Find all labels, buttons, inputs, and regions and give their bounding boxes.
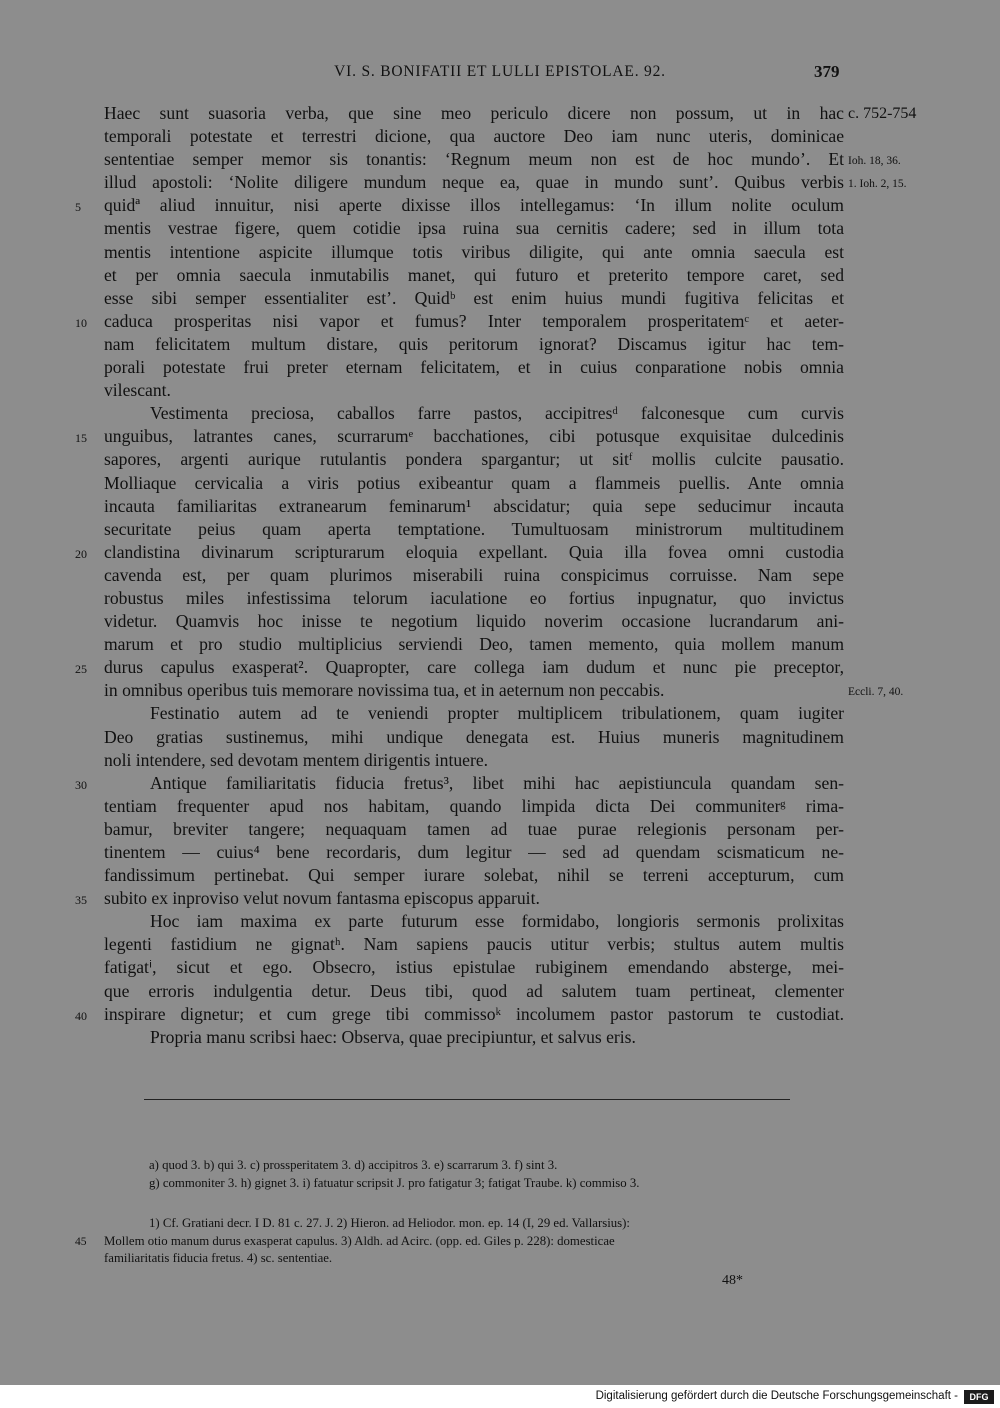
line-number: 10 bbox=[75, 315, 87, 330]
line-number: 40 bbox=[75, 1008, 87, 1023]
line-text: cavenda est, per quam plurimos miserabili ruina conspicimus corruisse. Nam sepe bbox=[104, 564, 844, 585]
line-text: temporali potestate et terrestri dicione, qua auctore Deo iam nunc uteris, dominicae bbox=[104, 126, 844, 147]
line-text: inspirare dignetur; et cum grege tibi commissoᵏ incolumem pastor pastorum te custodiat. bbox=[104, 1003, 844, 1024]
line-text: porali potestate frui preter eternam felicitatem, et in cuius conparatione nobis omnia bbox=[104, 357, 844, 378]
note-row bbox=[104, 1250, 844, 1268]
text-line bbox=[75, 194, 844, 217]
line-number: 5 bbox=[75, 200, 81, 215]
line-text: clandistina divinarum scripturarum eloquia expellant. Quia illa fovea omni custodia bbox=[104, 541, 844, 562]
text-line bbox=[104, 633, 844, 656]
text-line bbox=[104, 472, 844, 495]
line-number: 30 bbox=[75, 777, 87, 792]
text-line bbox=[104, 587, 844, 610]
signature-mark: 48* bbox=[722, 1273, 743, 1288]
text-line bbox=[104, 125, 844, 148]
note-row bbox=[75, 1233, 844, 1251]
text-line bbox=[104, 171, 907, 194]
line-text: nam felicitatem multum distare, quis peritorum ignorat? Discamus igitur hac tem- bbox=[104, 333, 844, 354]
line-text: vilescant. bbox=[104, 380, 171, 401]
apparatus-row: a) quod 3. b) qui 3. c) prossperitatem 3. d) accipitros 3. e) scarrarum 3. f) sint 3. bbox=[149, 1158, 558, 1172]
margin-reference: c. 752-754 bbox=[848, 105, 917, 122]
line-text: et per omnia saecula inmutabilis manet, qui futuro et preterito tempore caret, sed bbox=[104, 264, 844, 285]
line-text: Hoc iam maxima ex parte futurum esse formidabo, longioris sermonis prolixitas bbox=[150, 911, 844, 932]
text-line bbox=[104, 933, 844, 956]
source-notes bbox=[75, 1215, 844, 1268]
text-line bbox=[104, 726, 844, 749]
text-line bbox=[104, 402, 844, 425]
text-line bbox=[75, 887, 844, 910]
text-line bbox=[104, 980, 844, 1003]
text-line bbox=[75, 772, 844, 795]
text-line bbox=[104, 749, 844, 772]
text-line bbox=[104, 795, 844, 818]
line-text: sententiae semper memor sis tonantis: ‘Regnum meum non est de hoc mundo’. Et bbox=[104, 149, 844, 170]
line-text: Haec sunt suasoria verba, que sine meo periculo dicere non possum, ut in hac bbox=[104, 103, 844, 123]
text-line bbox=[104, 518, 844, 541]
line-number: 15 bbox=[75, 431, 87, 446]
text-line bbox=[104, 217, 844, 240]
line-text: fatigatⁱ, sicut et ego. Obsecro, istius epistulae rubiginem emendando absterge, mei- bbox=[104, 957, 844, 978]
line-text: incauta familiaritas extranearum feminarum¹ abscidatur; quia sepe seducimur incauta bbox=[104, 495, 844, 516]
text-line bbox=[104, 818, 844, 841]
line-text: Propria manu scribsi haec: Observa, quae precipiuntur, et salvus eris. bbox=[150, 1026, 636, 1047]
line-number: 45 bbox=[75, 1235, 87, 1248]
line-text: caduca prosperitas nisi vapor et fumus? Inter temporalem prosperitatemᶜ et aeter- bbox=[104, 310, 844, 331]
line-text: fandissimum pertinebat. Qui semper iurare solebat, nihil se terreni accepturum, cum bbox=[104, 865, 844, 886]
line-text: tinentem — cuius⁴ bene recordaris, dum legitur — sed ad quendam scismaticum ne- bbox=[104, 842, 844, 862]
critical-apparatus bbox=[104, 1157, 844, 1192]
line-text: robustus miles infestissima telorum iaculatione eo fortius inpugnatur, quo invictus bbox=[104, 587, 844, 608]
line-text: unguibus, latrantes canes, scurrarumᵉ bacchationes, cibi potusque exquisitae dulcedinis bbox=[104, 426, 844, 447]
text-line bbox=[104, 148, 901, 171]
line-text: que erroris indulgentia detur. Deus tibi, quod ad salutem tuam pertineat, clementer bbox=[104, 980, 844, 1001]
text-line bbox=[75, 656, 844, 679]
note-text: Mollem otio manum durus exasperat capulus. 3) Aldh. ad Acirc. (opp. ed. Giles p. 228): domesticae bbox=[104, 1233, 615, 1248]
line-text: esse sibi semper essentialiter est’. Quidᵇ est enim huius mundi fugitiva felicitas et bbox=[104, 287, 844, 308]
apparatus-row: g) commoniter 3. h) gignet 3. i) fatuatur scripsit J. pro fatigatur 3; fatigat Traube. k) commiso 3. bbox=[149, 1175, 640, 1190]
text-line bbox=[75, 541, 844, 564]
note-text: familiaritatis fiducia fretus. 4) sc. sententiae. bbox=[104, 1251, 333, 1265]
text-line bbox=[104, 264, 844, 287]
note-text: 1) Cf. Gratiani decr. I D. 81 c. 27. J. 2) Hieron. ad Heliodor. mon. ep. 14 (I, 29 ed. Vallarsius): bbox=[149, 1216, 630, 1230]
margin-reference: 1. Ioh. 2, 15. bbox=[848, 178, 907, 191]
text-line bbox=[104, 564, 844, 587]
margin-reference: Eccli. 7, 40. bbox=[848, 686, 904, 699]
running-header bbox=[0, 63, 1000, 87]
text-line bbox=[104, 102, 917, 125]
line-text: Vestimenta preciosa, caballos farre pastos, accipitresᵈ falconesque cum curvis bbox=[150, 403, 844, 424]
line-text: videtur. Quamvis hoc inisse te negotium liquido noverim occasione lucrandarum ani- bbox=[104, 611, 844, 632]
dfg-logo: DFG bbox=[964, 1390, 994, 1404]
text-line bbox=[104, 864, 844, 887]
text-line bbox=[104, 241, 844, 264]
line-number: 20 bbox=[75, 546, 87, 561]
text-line bbox=[104, 841, 844, 864]
line-text: quidª aliud innuitur, nisi aperte dixisse illos intellegamus: ‘In illum nolite oculum bbox=[104, 195, 844, 216]
text-line bbox=[75, 310, 844, 333]
line-text: Festinatio autem ad te veniendi propter multiplicem tribulationem, quam iugiter bbox=[150, 703, 844, 724]
text-line bbox=[104, 356, 844, 379]
text-line bbox=[104, 1026, 844, 1049]
line-number: 35 bbox=[75, 893, 87, 908]
digitization-credit bbox=[0, 1386, 1000, 1408]
footnote-divider bbox=[144, 1099, 790, 1100]
line-text: mentis intentione aspicite illumque totis viribus diligite, qui ante omnia saecula est bbox=[104, 241, 844, 262]
line-text: mentis vestrae figere, quem cotidie ipsa ruina sua cernitis cadere; sed in illum tota bbox=[104, 218, 844, 239]
line-text: sapores, argenti aurique rutulantis pondera spargantur; ut sitᶠ mollis culcite pausatio. bbox=[104, 449, 844, 470]
note-row bbox=[104, 1215, 844, 1233]
text-line bbox=[104, 610, 844, 633]
running-title: VI. S. BONIFATII ET LULLI EPISTOLAE. 92. bbox=[334, 63, 666, 80]
line-text: Molliaque cervicalia a viris potius exibeantur quam a flammeis puellis. Ante omnia bbox=[104, 472, 844, 493]
page-number: 379 bbox=[814, 62, 840, 81]
line-text: Antique familiaritatis fiducia fretus³, libet mihi hac aepistiuncula quandam sen- bbox=[150, 772, 844, 793]
text-line bbox=[104, 956, 844, 979]
margin-reference: Ioh. 18, 36. bbox=[848, 155, 901, 168]
text-line bbox=[104, 333, 844, 356]
text-line bbox=[104, 495, 844, 518]
text-line bbox=[104, 679, 904, 702]
line-text: noli intendere, sed devotam mentem dirigentis intuere. bbox=[104, 749, 489, 770]
text-line bbox=[104, 910, 844, 933]
letter-text bbox=[75, 102, 917, 1049]
line-text: Deo gratias sustinemus, mihi undique denegata est. Huius muneris magnitudinem bbox=[104, 726, 844, 747]
text-line bbox=[104, 448, 844, 471]
line-text: subito ex inproviso velut novum fantasma episcopus apparuit. bbox=[104, 888, 540, 909]
line-text: durus capulus exasperat². Quapropter, care collega iam dudum et nunc pie preceptor, bbox=[104, 657, 844, 678]
line-text: marum et pro studio multiplicius serviendi Deo, tamen memento, quia mollem manum bbox=[104, 634, 844, 655]
text-line bbox=[104, 702, 844, 725]
line-text: in omnibus operibus tuis memorare novissima tua, et in aeternum non peccabis. bbox=[104, 680, 665, 701]
text-line bbox=[104, 287, 844, 310]
text-line bbox=[104, 379, 844, 402]
line-text: illud apostoli: ‘Nolite diligere mundum neque ea, quae in mundo sunt’. Quibus verbis bbox=[104, 172, 844, 193]
line-text: securitate peius quam aperta temptatione. Tumultuosam ministrorum multitudinem bbox=[104, 518, 844, 539]
line-text: legenti fastidium ne gignatʰ. Nam sapiens paucis utitur verbis; stultus autem multis bbox=[104, 934, 844, 955]
credit-text: Digitalisierung gefördert durch die Deutsche Forschungsgemeinschaft - bbox=[595, 1390, 958, 1402]
line-text: bamur, breviter tangere; nequaquam tamen ad tuae purae relegionis personam per- bbox=[104, 818, 844, 839]
text-line bbox=[75, 1003, 844, 1026]
text-line bbox=[75, 425, 844, 448]
line-text: tentiam frequenter apud nos habitam, quando limpida dicta Dei communiterᵍ rima- bbox=[104, 795, 844, 816]
line-number: 25 bbox=[75, 662, 87, 677]
